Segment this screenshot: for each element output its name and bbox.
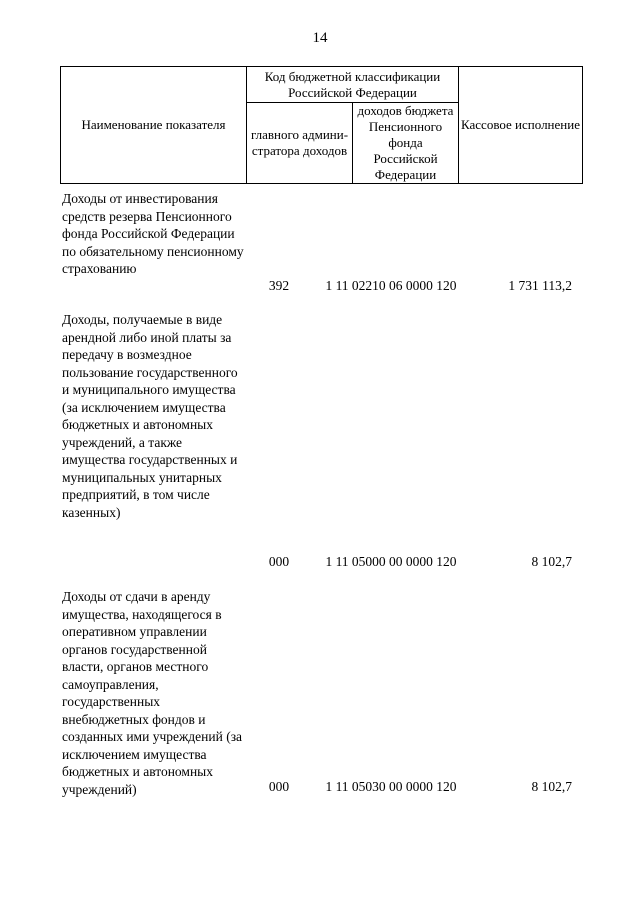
header-name-column: Наименование показателя [61, 67, 247, 184]
header-income-column: доходов бюджета Пенсионного фонда Российской Федерации [353, 103, 459, 184]
header-execution-column: Кассовое исполнение [459, 67, 583, 184]
row-name: Доходы, получаемые в виде арендной либо иной платы за передачу в возмездное пользование государственного и муниципального имущества (за исключением имущества бюджетных и автономных учреждений, а также имущества государственных и муниципальных унитарных предприятий, в том числе казенных) [62, 312, 238, 520]
row-budget-code: 1 11 05000 00 0000 120 [325, 554, 457, 569]
row-name: Доходы от сдачи в аренду имущества, находящегося в оперативном управлении органов государственной власти, органов местного самоуправления, государственных внебюджетных фондов и созданных ими учреждений (за исключением имущества бюджетных и автономных учреждений) [62, 589, 243, 797]
row-execution: 1 731 113,2 [508, 278, 572, 293]
row-budget-code: 1 11 05030 00 0000 120 [325, 779, 457, 794]
row-budget-code: 1 11 02210 06 0000 120 [325, 278, 457, 293]
header-classification-group: Код бюджетной классификации Российской Федерации [247, 67, 459, 103]
row-execution: 8 102,7 [531, 554, 572, 569]
row-admin-code: 000 [268, 779, 290, 794]
row-execution: 8 102,7 [531, 779, 572, 794]
row-admin-code: 392 [268, 278, 290, 293]
row-name: Доходы от инвестирования средств резерва Пенсионного фонда Российской Федерации по обязательному пенсионному страхованию [62, 191, 244, 276]
row-admin-code: 000 [268, 554, 290, 569]
page-number: 14 [312, 30, 328, 46]
header-admin-column: главного админи-стратора доходов [247, 103, 353, 184]
table-header [60, 66, 583, 184]
